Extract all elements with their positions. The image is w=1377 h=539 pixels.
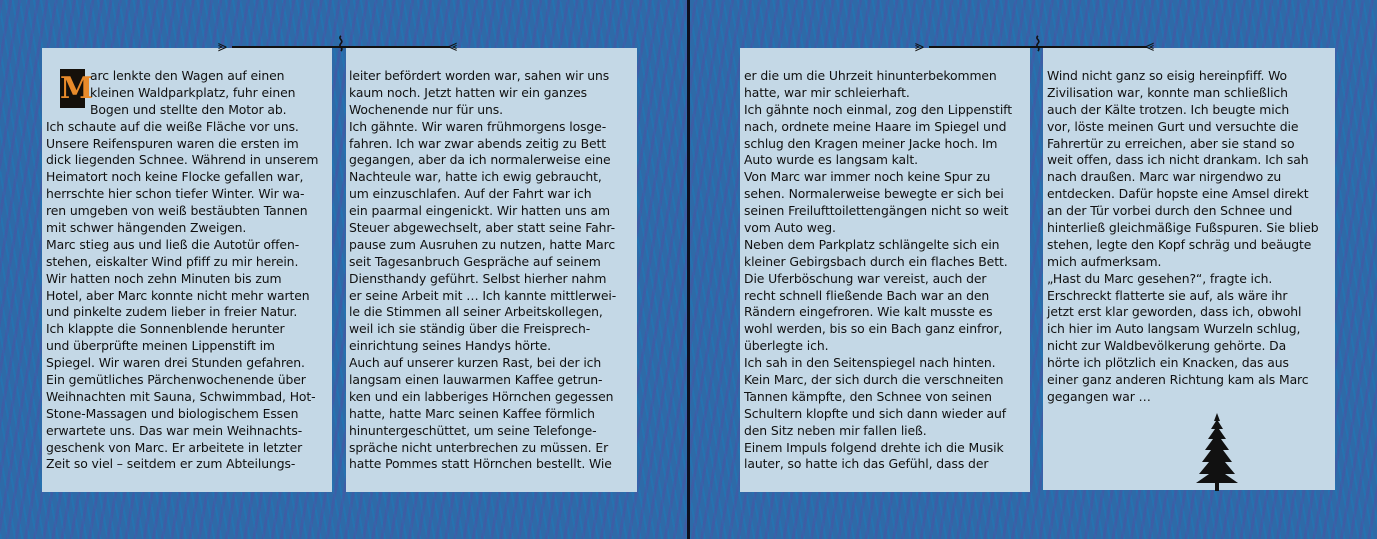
text-line: Ich schaute auf die weiße Fläche vor uns. — [46, 118, 299, 134]
text-line: kleiner Gebirgsbach durch ein flaches Bett. — [744, 253, 1008, 269]
text-line: er die um die Uhrzeit hinunterbekommen — [744, 68, 997, 83]
text-line: pause zum Ausruhen zu nutzen, hatte Marc — [349, 236, 616, 252]
text-line: hörte ich plötzlich ein Knacken, das aus — [1047, 355, 1289, 371]
text-line: hatte, hatte Marc seinen Kaffee förmlich — [349, 405, 595, 421]
text-line: Neben dem Parkplatz schlängelte sich ein — [744, 236, 1000, 252]
text-line: gegangen, aber da ich normalerweise eine — [349, 152, 611, 168]
text-line: weil ich sie ständig über die Freisprech- — [349, 321, 591, 337]
text-line: geschenk von Marc. Er arbeitete in letzter — [46, 439, 303, 455]
text-line: Die Uferböschung war vereist, auch der — [744, 270, 987, 286]
text-line: nach draußen. Marc war nirgendwo zu — [1047, 169, 1282, 185]
fir-tree-icon — [1195, 413, 1239, 491]
text-line: seinen Freilufttoilettengängen nicht so weit — [744, 203, 1009, 219]
text-line: spräche nicht unterbrechen zu müssen. Er — [349, 439, 609, 455]
text-line: einer ganz anderen Richtung kam als Marc — [1047, 372, 1309, 388]
text-line: erwartete uns. Das war mein Weihnachts- — [46, 422, 303, 438]
text-line: ich hier im Auto langsam Wurzeln schlug, — [1047, 321, 1301, 337]
text-line: mit schwer hängenden Zweigen. — [46, 220, 247, 236]
text-line: Unsere Reifenspuren waren die ersten im — [46, 135, 299, 151]
text-line: Von Marc war immer noch keine Spur zu — [744, 169, 991, 185]
drop-cap: M — [60, 71, 94, 106]
text-line: Ein gemütliches Pärchenwochenende über — [46, 372, 306, 388]
text-line: Auch auf unserer kurzen Rast, bei der ich — [349, 355, 602, 371]
text-line: Wir hatten noch zehn Minuten bis zum — [46, 270, 282, 286]
text-line: jetzt erst klar geworden, dass ich, obwohl — [1047, 304, 1302, 320]
text-line: Steuer abgewechselt, aber statt seine Fahr- — [349, 220, 615, 236]
text-line: Fahrertür zu erreichen, aber sie stand so — [1047, 135, 1295, 151]
text-line: gegangen war … — [1047, 388, 1151, 404]
text-line: Diensthandy geführt. Selbst hierher nahm — [349, 270, 607, 286]
text-line: Bogen und stellte den Motor ab. — [90, 101, 287, 117]
text-line: ren umgeben von weiß bestäubten Tannen — [46, 203, 308, 219]
text-column-1 — [46, 68, 318, 473]
text-line: Erschreckt flatterte sie auf, als wäre ihr — [1047, 287, 1288, 303]
text-line: schlug den Kragen meiner Jacke hoch. Im — [744, 135, 998, 151]
text-line: stehen, legte den Kopf schräg und beäugte — [1047, 236, 1312, 252]
text-line: entdecken. Dafür hopste eine Amsel direkt — [1047, 186, 1309, 202]
text-line: Marc stieg aus und ließ die Autotür offen- — [46, 236, 300, 252]
text-line: ein paarmal eingenickt. Wir hatten uns am — [349, 203, 610, 219]
text-line: langsam einen lauwarmen Kaffee getrun- — [349, 372, 603, 388]
text-line: hinuntergeschüttet, um seine Telefonge- — [349, 422, 597, 438]
text-line: Nachteule war, hatte ich ewig gebraucht, — [349, 169, 602, 185]
text-column-3 — [744, 68, 1012, 473]
text-line: nach, ordnete meine Haare im Spiegel und — [744, 118, 1007, 134]
text-line: auch der Kälte trotzen. Ich beugte mich — [1047, 101, 1290, 117]
text-line: ken und ein labberiges Hörnchen gegessen — [349, 388, 614, 404]
text-line: leiter befördert worden war, sahen wir uns — [349, 68, 610, 83]
text-line: fahren. Ich war zwar abends zeitig zu Bett — [349, 135, 607, 151]
flourish-icon: ⪢ — [218, 36, 228, 55]
book-spine — [687, 0, 690, 539]
text-line: hatte Pommes statt Hörnchen bestellt. Wie — [349, 456, 612, 472]
text-line: „Hast du Marc gesehen?“, fragte ich. — [1047, 270, 1273, 286]
top-ornament-right — [915, 32, 1163, 56]
flourish-icon: ⪢ — [915, 36, 925, 55]
text-line: hatte, war mir schleierhaft. — [744, 84, 910, 100]
top-ornament-left — [218, 32, 466, 56]
text-line: kleinen Waldparkplatz, fuhr einen — [90, 84, 296, 100]
text-line: den Sitz neben mir fallen ließ. — [744, 422, 927, 438]
text-line: stehen, eiskalter Wind pfiff zu mir herein. — [46, 253, 299, 269]
text-line: Schultern klopfte und sich dann wieder auf — [744, 405, 1007, 421]
text-line: vom Auto weg. — [744, 220, 836, 236]
text-line: hinterließ gleichmäßige Fußspuren. Sie blieb — [1047, 220, 1319, 236]
text-line: Stone-Massagen und biologischem Essen — [46, 405, 299, 421]
text-line: Auto wurde es langsam kalt. — [744, 152, 918, 168]
flourish-icon: ⌇ — [336, 32, 346, 56]
text-line: und überprüfte meinen Lippenstift im — [46, 338, 275, 354]
text-line: seit Tagesanbruch Gespräche auf seinem — [349, 253, 601, 269]
text-line: Einem Impuls folgend drehte ich die Musik — [744, 439, 1004, 455]
text-line: Ich gähnte. Wir waren frühmorgens losge- — [349, 118, 607, 134]
text-line: recht schnell fließende Bach war an den — [744, 287, 990, 303]
text-line: Hotel, aber Marc konnte nicht mehr warten — [46, 287, 310, 303]
text-line: einrichtung seines Handys hörte. — [349, 338, 551, 354]
flourish-icon: ⪡ — [448, 36, 458, 55]
text-line: arc lenkte den Wagen auf einen — [90, 68, 285, 83]
text-line: herrschte hier schon tiefer Winter. Wir wa- — [46, 186, 305, 202]
text-line: Ich gähnte noch einmal, zog den Lippenstift — [744, 101, 1012, 117]
text-line: dick liegenden Schnee. Während in unserem — [46, 152, 319, 168]
text-line: Ich sah in den Seitenspiegel nach hinten. — [744, 355, 996, 371]
text-line: sehen. Normalerweise bewegte er sich bei — [744, 186, 1004, 202]
text-line: Ich klappte die Sonnenblende herunter — [46, 321, 285, 337]
flourish-icon: ⌇ — [1033, 32, 1043, 56]
text-line: le die Stimmen all seiner Arbeitskollegen, — [349, 304, 603, 320]
text-line: Heimatort noch keine Flocke gefallen war, — [46, 169, 304, 185]
text-line: vor, löste meinen Gurt und versuchte die — [1047, 118, 1299, 134]
flourish-icon: ⪡ — [1145, 36, 1155, 55]
text-line: Wind nicht ganz so eisig hereinpfiff. Wo — [1047, 68, 1288, 83]
text-line: Spiegel. Wir waren drei Stunden gefahren. — [46, 355, 305, 371]
text-line: Zivilisation war, konnte man schließlich — [1047, 84, 1288, 100]
text-line: an der Tür vorbei durch den Schnee und — [1047, 203, 1293, 219]
text-column-2 — [349, 68, 616, 473]
text-column-4 — [1047, 68, 1319, 406]
text-line: überlegte ich. — [744, 338, 829, 354]
text-line: Kein Marc, der sich durch die verschneiten — [744, 372, 1004, 388]
text-line: Zeit so viel – seitdem er zum Abteilungs- — [46, 456, 296, 472]
text-line: Tannen kämpfte, den Schnee von seinen — [744, 388, 992, 404]
text-line: um einzuschlafen. Auf der Fahrt war ich — [349, 186, 592, 202]
text-line: Rändern eingefroren. Wie kalt musste es — [744, 304, 993, 320]
text-line: lauter, so hatte ich das Gefühl, dass der — [744, 456, 989, 472]
text-line: weit offen, dass ich nicht drankam. Ich sah — [1047, 152, 1309, 168]
text-line: nicht zur Waldbevölkerung gehörte. Da — [1047, 338, 1287, 354]
text-line: kaum noch. Jetzt hatten wir ein ganzes — [349, 84, 587, 100]
text-line: wohl werden, bis so ein Bach ganz einfror, — [744, 321, 1003, 337]
text-line: mich aufmerksam. — [1047, 253, 1162, 269]
text-line: Weihnachten mit Sauna, Schwimmbad, Hot- — [46, 388, 316, 404]
text-line: und pinkelte zudem lieber in freier Natur. — [46, 304, 298, 320]
text-line: er seine Arbeit mit … Ich kannte mittlerwei- — [349, 287, 617, 303]
text-line: Wochenende nur für uns. — [349, 101, 503, 117]
